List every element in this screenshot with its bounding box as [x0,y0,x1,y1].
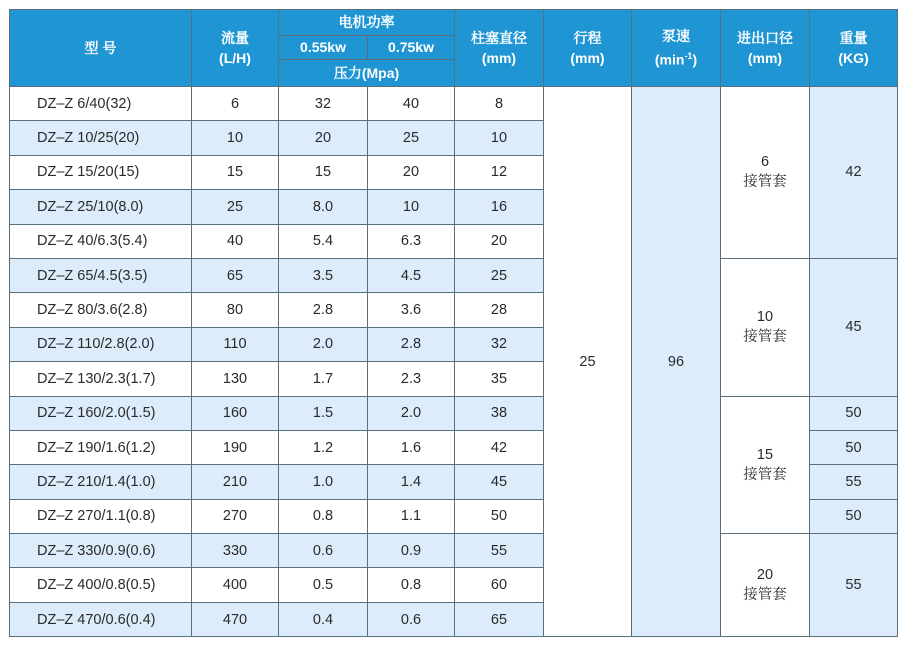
weight-cell: 42 [810,87,898,259]
model-cell: DZ–Z 270/1.1(0.8) [10,499,192,533]
pressure-055-cell: 32 [279,87,368,121]
pressure-075-cell: 1.1 [368,499,455,533]
pressure-075-cell: 25 [368,121,455,155]
table-row [10,87,898,121]
table-row [10,534,898,568]
weight-cell: 50 [810,396,898,430]
model-cell: DZ–Z 110/2.8(2.0) [10,327,192,361]
pressure-075-cell: 2.3 [368,362,455,396]
flow-cell: 80 [192,293,279,327]
flow-cell: 210 [192,465,279,499]
header-flow: 流量 (L/H) [192,10,279,87]
pressure-055-cell: 2.0 [279,327,368,361]
model-cell: DZ–Z 80/3.6(2.8) [10,293,192,327]
pressure-075-cell: 0.9 [368,534,455,568]
pressure-055-cell: 1.5 [279,396,368,430]
model-cell: DZ–Z 25/10(8.0) [10,190,192,224]
flow-cell: 330 [192,534,279,568]
flow-cell: 160 [192,396,279,430]
pressure-055-cell: 2.8 [279,293,368,327]
plunger-diameter-cell: 35 [455,362,544,396]
flow-cell: 6 [192,87,279,121]
port-cell: 10 接管套 [721,258,810,396]
plunger-diameter-cell: 20 [455,224,544,258]
model-cell: DZ–Z 65/4.5(3.5) [10,258,192,292]
pump-speed-cell: 96 [632,87,721,637]
pressure-075-cell: 1.4 [368,465,455,499]
header-weight: 重量 (KG) [810,10,898,87]
model-cell: DZ–Z 160/2.0(1.5) [10,396,192,430]
plunger-diameter-cell: 38 [455,396,544,430]
pressure-075-cell: 2.8 [368,327,455,361]
weight-cell: 55 [810,465,898,499]
pressure-075-cell: 2.0 [368,396,455,430]
plunger-diameter-cell: 60 [455,568,544,602]
model-cell: DZ–Z 15/20(15) [10,155,192,189]
header-power-075: 0.75kw [368,36,455,60]
model-cell: DZ–Z 470/0.6(0.4) [10,602,192,636]
model-cell: DZ–Z 10/25(20) [10,121,192,155]
pressure-075-cell: 0.8 [368,568,455,602]
flow-cell: 65 [192,258,279,292]
header-stroke: 行程 (mm) [544,10,632,87]
pressure-055-cell: 1.0 [279,465,368,499]
pressure-075-cell: 4.5 [368,258,455,292]
plunger-diameter-cell: 16 [455,190,544,224]
pump-spec-table [9,9,898,637]
plunger-diameter-cell: 45 [455,465,544,499]
flow-cell: 15 [192,155,279,189]
flow-cell: 470 [192,602,279,636]
plunger-diameter-cell: 65 [455,602,544,636]
flow-cell: 130 [192,362,279,396]
plunger-diameter-cell: 50 [455,499,544,533]
pressure-075-cell: 6.3 [368,224,455,258]
model-cell: DZ–Z 330/0.9(0.6) [10,534,192,568]
flow-cell: 190 [192,430,279,464]
pressure-055-cell: 15 [279,155,368,189]
plunger-diameter-cell: 55 [455,534,544,568]
plunger-diameter-cell: 12 [455,155,544,189]
flow-cell: 270 [192,499,279,533]
plunger-diameter-cell: 42 [455,430,544,464]
flow-cell: 25 [192,190,279,224]
model-cell: DZ–Z 6/40(32) [10,87,192,121]
table-row [10,396,898,430]
pressure-075-cell: 20 [368,155,455,189]
pressure-075-cell: 1.6 [368,430,455,464]
model-cell: DZ–Z 210/1.4(1.0) [10,465,192,499]
pressure-075-cell: 0.6 [368,602,455,636]
pressure-055-cell: 1.7 [279,362,368,396]
model-cell: DZ–Z 130/2.3(1.7) [10,362,192,396]
weight-cell: 50 [810,499,898,533]
table-row [10,258,898,292]
header-model: 型 号 [10,10,192,87]
pressure-055-cell: 0.8 [279,499,368,533]
pressure-055-cell: 0.6 [279,534,368,568]
flow-cell: 10 [192,121,279,155]
flow-cell: 40 [192,224,279,258]
pressure-055-cell: 3.5 [279,258,368,292]
port-cell: 20 接管套 [721,534,810,637]
plunger-diameter-cell: 28 [455,293,544,327]
header-motor-power: 电机功率 [279,10,455,36]
header-power-055: 0.55kw [279,36,368,60]
pressure-055-cell: 0.5 [279,568,368,602]
header-pressure: 压力(Mpa) [279,60,455,87]
pressure-075-cell: 3.6 [368,293,455,327]
model-cell: DZ–Z 40/6.3(5.4) [10,224,192,258]
pressure-055-cell: 1.2 [279,430,368,464]
flow-cell: 400 [192,568,279,602]
weight-cell: 55 [810,534,898,637]
plunger-diameter-cell: 25 [455,258,544,292]
plunger-diameter-cell: 32 [455,327,544,361]
header-pump-speed: 泵速 $(\min^{-1})$ [632,10,721,87]
pressure-075-cell: 10 [368,190,455,224]
stroke-cell: 25 [544,87,632,637]
weight-cell: 50 [810,430,898,464]
pressure-055-cell: 0.4 [279,602,368,636]
flow-cell: 110 [192,327,279,361]
header-port-diameter: 进出口径 (mm) [721,10,810,87]
port-cell: 6 接管套 [721,87,810,259]
port-cell: 15 接管套 [721,396,810,534]
header-plunger-diameter: 柱塞直径 (mm) [455,10,544,87]
pressure-055-cell: 20 [279,121,368,155]
pressure-055-cell: 8.0 [279,190,368,224]
pressure-075-cell: 40 [368,87,455,121]
weight-cell: 45 [810,258,898,396]
model-cell: DZ–Z 190/1.6(1.2) [10,430,192,464]
pressure-055-cell: 5.4 [279,224,368,258]
model-cell: DZ–Z 400/0.8(0.5) [10,568,192,602]
plunger-diameter-cell: 8 [455,87,544,121]
plunger-diameter-cell: 10 [455,121,544,155]
